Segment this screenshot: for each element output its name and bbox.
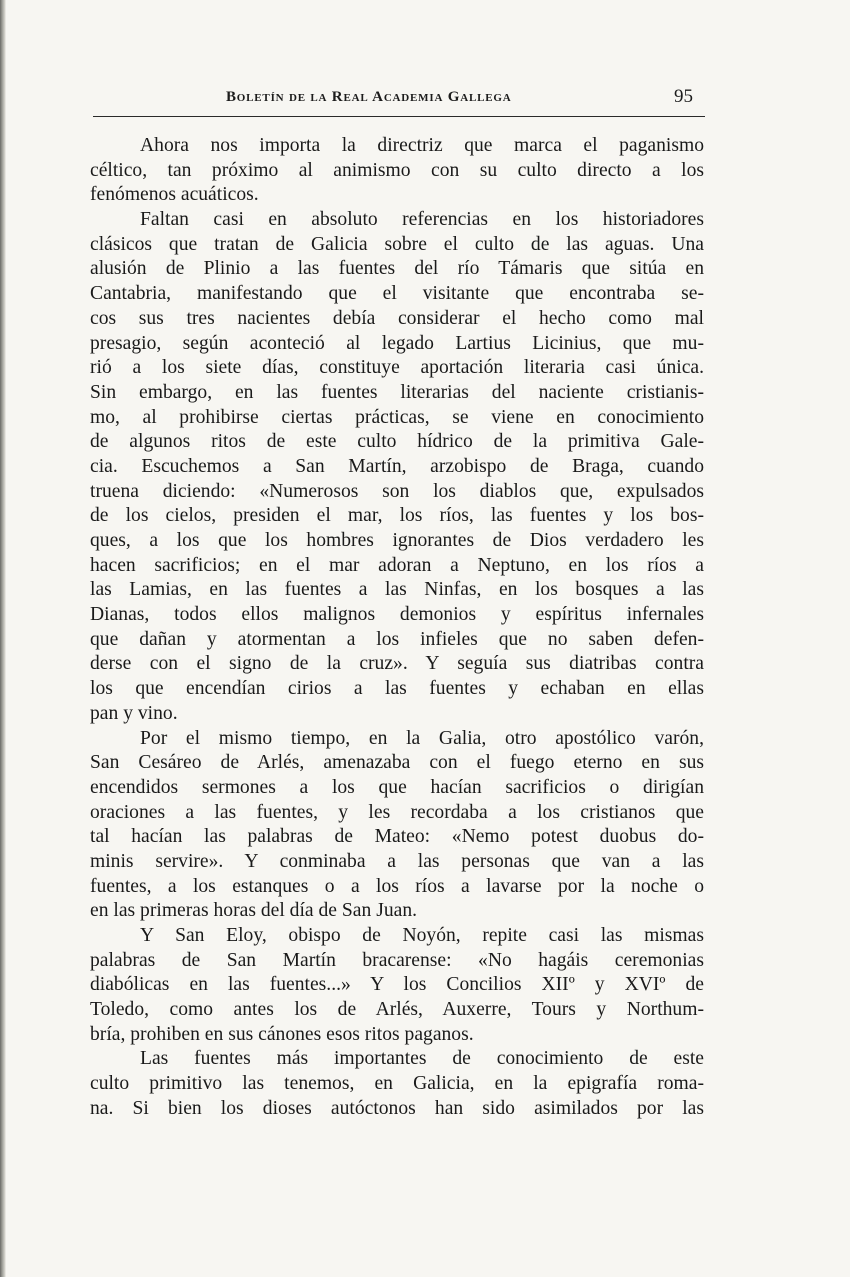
- text-line: Las fuentes más importantes de conocimiento de este: [140, 1048, 704, 1070]
- text-line: ques, a los que los hombres ignorantes de Dios verdadero les: [90, 530, 704, 551]
- text-line: hacen sacrificios; en el mar adoran a Neptuno, en los ríos a: [90, 554, 704, 576]
- text-line: que dañan y atormentan a los infieles que no saben defen-: [90, 628, 704, 650]
- body-text: [90, 134, 704, 1122]
- text-line: palabras de San Martín bracarense: «No hagáis ceremonias: [90, 949, 704, 971]
- text-line: Ahora nos importa la directriz que marca el paganismo: [140, 135, 704, 156]
- text-line: Por el mismo tiempo, en la Galia, otro apostólico varón,: [140, 727, 704, 749]
- text-line: derse con el signo de la cruz». Y seguía sus diatribas contra: [90, 653, 704, 675]
- text-line: pan y vino.: [90, 702, 178, 724]
- text-line: San Cesáreo de Arlés, amenazaba con el fuego eterno en sus: [90, 752, 704, 774]
- text-line: diabólicas en las fuentes...» Y los Concilios XIIº y XVIº de: [90, 974, 704, 996]
- text-line: mo, al prohibirse ciertas prácticas, se viene en conocimiento: [90, 406, 704, 428]
- text-line: céltico, tan próximo al animismo con su culto directo a los: [90, 159, 704, 181]
- page-header: [93, 86, 705, 117]
- text-line: Y San Eloy, obispo de Noyón, repite casi las mismas: [140, 925, 704, 946]
- text-line: alusión de Plinio a las fuentes del río Támaris que sitúa en: [90, 258, 704, 280]
- text-line: Faltan casi en absoluto referencias en los historiadores: [140, 209, 704, 231]
- text-line: fuentes, a los estanques o a los ríos a lavarse por la noche o: [90, 875, 704, 897]
- text-line: en las primeras horas del día de San Juan.: [90, 900, 418, 922]
- text-line: clásicos que tratan de Galicia sobre el culto de las aguas. Una: [90, 233, 704, 255]
- running-title: Boletín de la Real Academia Gallega: [226, 89, 512, 105]
- text-line: bría, prohiben en sus cánones esos ritos paganos.: [90, 1023, 474, 1045]
- text-line: truena diciendo: «Numerosos son los diablos que, expulsados: [90, 480, 704, 502]
- text-line: los que encendían cirios a las fuentes y echaban en ellas: [90, 678, 704, 700]
- text-line: Cantabria, manifestando que el visitante que encontraba se-: [90, 283, 704, 305]
- text-line: na. Si bien los dioses autóctonos han sido asimilados por las: [90, 1097, 704, 1119]
- page-binding-edge: [0, 0, 6, 1277]
- text-line: presagio, según aconteció al legado Lartius Licinius, que mu-: [90, 332, 704, 354]
- page-number: 95: [674, 86, 693, 107]
- text-line: minis servire». Y conminaba a las personas que van a las: [90, 850, 704, 872]
- text-line: fenómenos acuáticos.: [90, 184, 259, 206]
- text-line: las Lamias, en las fuentes a las Ninfas, en los bosques a las: [90, 579, 704, 601]
- text-line: cos sus tres nacientes debía considerar el hecho como mal: [90, 307, 704, 329]
- text-line: Sin embargo, en las fuentes literarias del naciente cristianis-: [90, 381, 704, 403]
- text-line: de los cielos, presiden el mar, los ríos, las fuentes y los bos-: [90, 505, 704, 527]
- text-line: cia. Escuchemos a San Martín, arzobispo de Braga, cuando: [90, 455, 704, 477]
- text-line: Toledo, como antes los de Arlés, Auxerre, Tours y Northum-: [90, 999, 704, 1021]
- text-line: encendidos sermones a los que hacían sacrificios o dirigían: [90, 776, 704, 798]
- text-line: tal hacían las palabras de Mateo: «Nemo potest duobus do-: [90, 826, 704, 848]
- text-line: de algunos ritos de este culto hídrico de la primitiva Gale-: [90, 431, 704, 453]
- text-line: culto primitivo las tenemos, en Galicia, en la epigrafía roma-: [90, 1073, 704, 1095]
- text-line: Dianas, todos ellos malignos demonios y espíritus infernales: [90, 604, 704, 626]
- text-line: rió a los siete días, constituye aportación literaria casi única.: [90, 357, 704, 379]
- text-line: oraciones a las fuentes, y les recordaba a los cristianos que: [90, 801, 704, 823]
